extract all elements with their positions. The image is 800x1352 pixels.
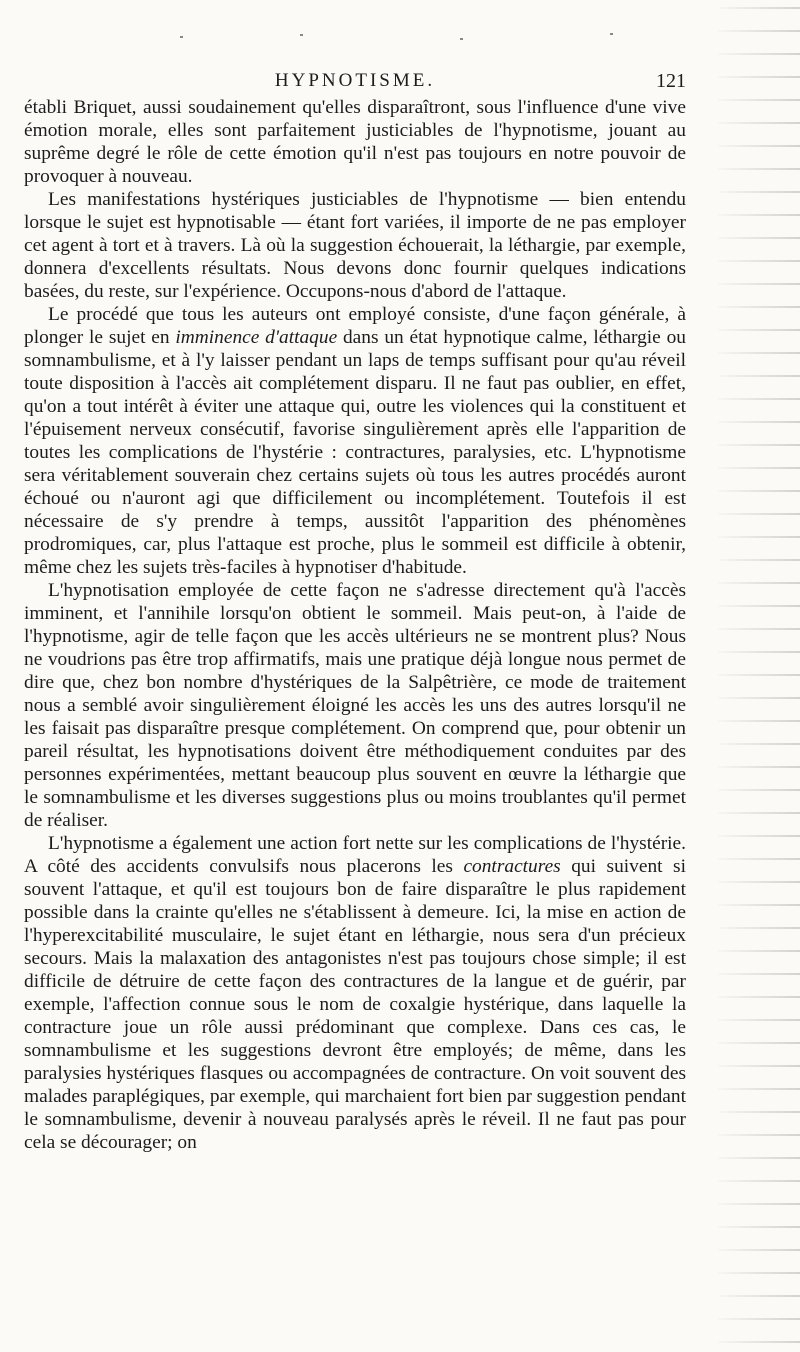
text-segment: établi Briquet, aussi soudainement qu'elles disparaîtront, sous l'influence d'une vive émotion morale, elles sont parfaitement justiciables de l'hypnotisme, jouant au suprême degré le rôle de cette émotion qu'il n'est pas toujours en notre pouvoir de provoquer à nouveau. (24, 97, 686, 187)
facing-page-bleed (718, 0, 800, 1352)
italic-term: contractures (463, 856, 561, 877)
scan-speck (460, 38, 463, 40)
running-title: HYPNOTISME. (274, 70, 436, 91)
text-segment: dans un état hypnotique calme, léthargie ou somnambulisme, et à l'y laisser pendant un laps de temps suffisant pour qu'au réveil toute disposition à l'accès ait complétement disparu. Il ne faut pas oublier, en effet, qu'on a tout intérêt à éviter une attaque qui, outre les violences qui la constituent et l'épuisement nerveux consécutif, favorise singulièrement après elle l'apparition de toutes les complications de l'hystérie : contractures, paralysies, etc. L'hypnotisme sera véritablement souverain chez certains sujets où tous les autres procédés auront échoué ou n'auront agi que difficilement ou incomplétement. Toutefois il est nécessaire de s'y prendre à temps, aussitôt l'apparition des phénomènes prodromiques, car, plus l'attaque est proche, plus le sommeil est difficile à obtenir, même chez les sujets très-faciles à hypnotiser d'habitude. (24, 327, 686, 578)
paragraph (24, 579, 686, 832)
text-segment: Le procédé que tous les auteurs ont employé consiste, d'une façon générale, à plonger le sujet en (24, 304, 686, 348)
text-segment: L'hypnotisme a également une action fort nette sur les complications de l'hystérie. A côté des accidents convulsifs nous placerons les (24, 833, 686, 877)
text-segment: Les manifestations hystériques justiciables de l'hypnotisme — bien entendu lorsque le sujet est hypnotisable — étant fort variées, il importe de ne pas employer cet agent à tort et à travers. Là où la suggestion échouerait, la léthargie, par exemple, donnera d'excellents résultats. Nous devons donc fournir quelques indications basées, du reste, sur l'expérience. Occupons-nous d'abord de l'attaque. (24, 189, 686, 302)
scan-noise (0, 0, 800, 60)
body-text (24, 96, 686, 1154)
paragraph (24, 188, 686, 303)
paragraph (24, 96, 686, 188)
paragraph (24, 303, 686, 579)
italic-term: imminence d'attaque (175, 327, 338, 348)
text-segment: qui suivent si souvent l'attaque, et qu'il est toujours bon de faire disparaître le plus rapidement possible dans la crainte qu'elles ne s'établissent à demeure. Ici, la mise en action de l'hyperexcitabilité musculaire, le sujet étant en léthargie, nous sera d'un précieux secours. Mais la malaxation des antagonistes n'est pas toujours chose simple; il est difficile de détruire de cette façon des contractures de la langue et de guérir, par exemple, l'affection connue sous le nom de coxalgie hystérique, dans laquelle la contracture joue un rôle aussi prédominant que complexe. Dans ces cas, le somnambulisme et les suggestions devront être employés; de même, dans les paralysies hystériques flasques ou accompagnées de contracture. On voit souvent des malades paraplégiques, par exemple, qui marchaient fort bien par suggestion pendant le somnambulisme, devenir à nouveau paralysés après le réveil. Il ne faut pas pour cela se décourager; on (24, 856, 686, 1153)
scan-speck (300, 34, 303, 36)
scan-speck (610, 33, 613, 35)
page-header (24, 70, 686, 98)
page-number: 121 (656, 70, 686, 92)
scan-speck (180, 36, 183, 38)
text-segment: L'hypnotisation employée de cette façon ne s'adresse directement qu'à l'accès imminent, et l'annihile lorsqu'on obtient le sommeil. Mais peut-on, à l'aide de l'hypnotisme, agir de telle façon que les accès ultérieurs ne se montrent plus? Nous ne voudrions pas être trop affirmatifs, mais une pratique déjà longue nous permet de dire que, chez bon nombre d'hystériques de la Salpêtrière, ce mode de traitement nous a semblé avoir singulièrement éloigné les accès les uns des autres lorsqu'il ne les faisait pas disparaître presque complétement. On comprend que, pour obtenir un pareil résultat, les hypnotisations doivent être méthodiquement conduites par des personnes expérimentées, mettant beaucoup plus souvent en œuvre la léthargie que le somnambulisme et les diverses suggestions plus ou moins troublantes qu'il permet de réaliser. (24, 580, 686, 831)
paragraph (24, 832, 686, 1154)
